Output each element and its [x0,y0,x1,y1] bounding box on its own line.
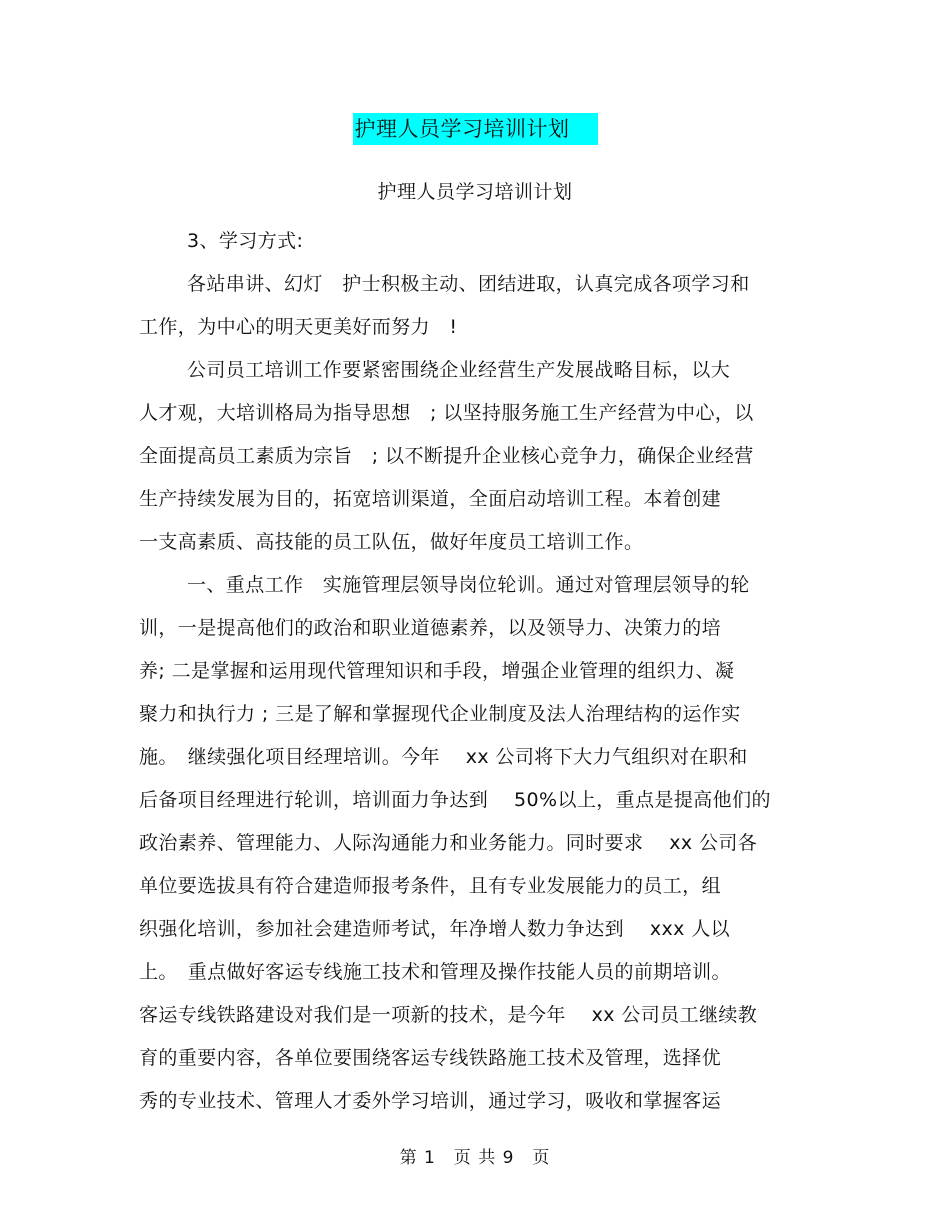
body-line: 单位要选拔具有符合建造师报考条件，且有专业发展能力的员工，组 [139,875,722,897]
document-body [139,220,819,1123]
body-line: 3、学习方式: [187,230,304,252]
body-line: 各站串讲、幻灯 护士积极主动、团结进取，认真完成各项学习和 [187,273,750,295]
body-line: 一支高素质、高技能的员工队伍，做好年度员工培训工作。 [139,531,644,553]
title-container [0,113,950,145]
page-footer: 第 1 页 共 9 页 [399,1148,551,1168]
body-line: 工作，为中心的明天更美好而努力 ! [139,316,458,338]
document-title: 护理人员学习培训计划 [353,113,598,145]
body-line: 全面提高员工素质为宗旨 ; 以不断提升企业核心竞争力，确保企业经营 [139,445,754,467]
body-line: 上。 重点做好客运专线施工技术和管理及操作技能人员的前期培训。 [139,961,731,983]
body-line: 训，一是提高他们的政治和职业道德素养，以及领导力、决策力的培 [139,617,722,639]
body-line: 人才观，大培训格局为指导思想 ; 以坚持服务施工生产经营为中心，以 [139,402,754,424]
body-line: 秀的专业技术、管理人才委外学习培训，通过学习，吸收和掌握客运 [139,1090,722,1112]
body-line: 育的重要内容，各单位要围绕客运专线铁路施工技术及管理，选择优 [139,1047,722,1069]
body-line: 客运专线铁路建设对我们是一项新的技术，是今年 xx 公司员工继续教 [139,1004,758,1026]
body-line: 一、重点工作 实施管理层领导岗位轮训。通过对管理层领导的轮 [187,574,750,596]
body-line: 养; 二是掌握和运用现代管理知识和手段，增强企业管理的组织力、凝 [139,660,735,682]
body-line: 聚力和执行力 ; 三是了解和掌握现代企业制度及法人治理结构的运作实 [139,703,741,725]
body-line: 政治素养、管理能力、人际沟通能力和业务能力。同时要求 xx 公司各 [139,832,758,854]
body-line: 后备项目经理进行轮训，培训面力争达到 50%以上，重点是提高他们的 [139,789,771,811]
body-line: 生产持续发展为目的，拓宽培训渠道，全面启动培训工程。本着创建 [139,488,722,510]
body-line: 公司员工培训工作要紧密围绕企业经营生产发展战略目标，以大 [187,359,731,381]
body-line: 施。 继续强化项目经理培训。今年 xx 公司将下大力气组织对在职和 [139,746,748,768]
body-line: 织强化培训，参加社会建造师考试，年净增人数力争达到 xxx 人以 [139,918,731,940]
document-subtitle: 护理人员学习培训计划 [377,181,573,203]
